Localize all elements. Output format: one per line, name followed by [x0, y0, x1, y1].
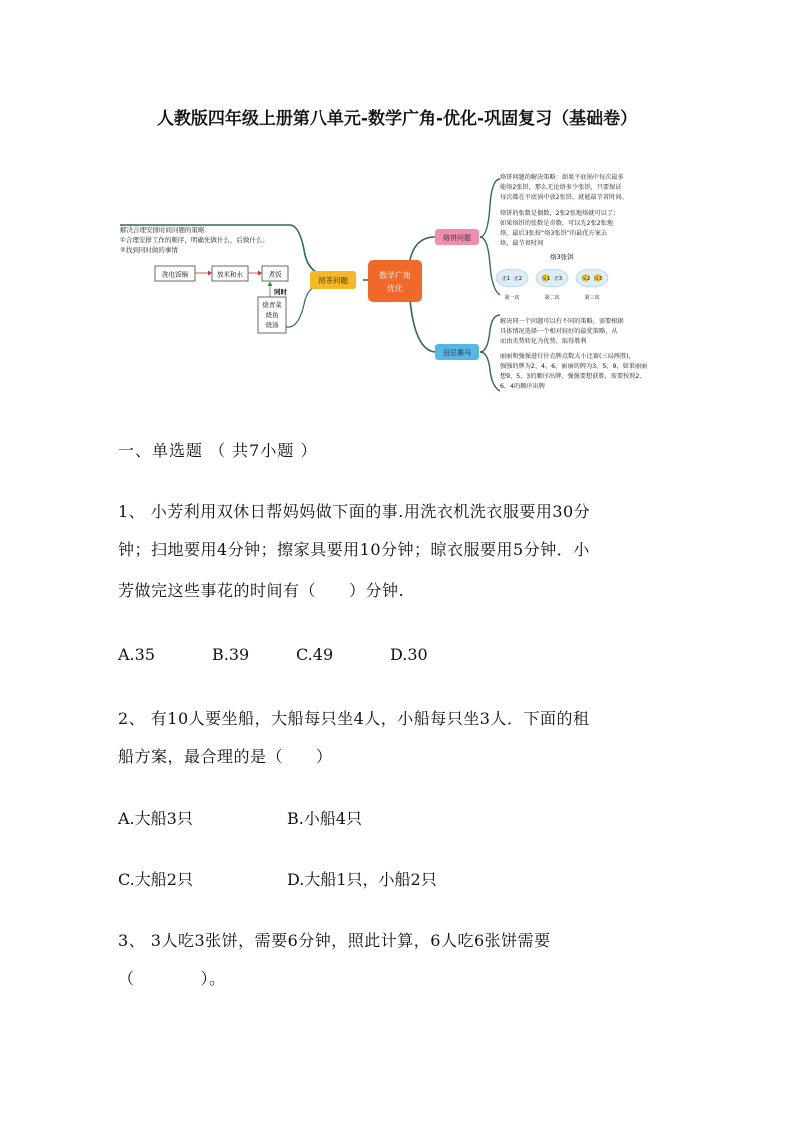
parallel-task-3: 烧汤 — [265, 321, 279, 329]
question-3-line-2: （ ）。 — [118, 969, 226, 988]
simultaneous-label: 同时 — [274, 288, 287, 296]
step-1-label: 洗电饭锅 — [162, 270, 188, 279]
round-3-face-1: 反2 — [581, 276, 591, 282]
page-title: 人教版四年级上册第八单元-数学广角-优化-巩固复习（基础卷） — [156, 109, 638, 129]
bottom-note1-line-2: 具体情况选择一个相对较好的最优策略，从 — [500, 328, 618, 335]
question-1-line-3: 芳做完这些事花的时间有（ ）分钟. — [118, 581, 405, 600]
round-1-label: 第一次 — [504, 295, 520, 301]
round-2 — [536, 269, 568, 301]
left-strategy-line-3: ②找到同时做的事情 — [120, 246, 178, 254]
top-note2-line-3: 烙，最后3张按“烙3张饼”的最优方案去 — [500, 230, 608, 237]
left-branch-label: 沏茶问题 — [318, 276, 348, 285]
left-strategy-line-2: ①合理安排工作的顺序，明确先做什么，后做什么； — [120, 236, 269, 244]
top-branch-label: 烙饼问题 — [443, 234, 471, 242]
step-3-label: 煮饭 — [268, 270, 282, 279]
step-2-label: 放米和水 — [217, 270, 243, 279]
top-note1-line-1: 烙饼问题的解决策略：如果平底锅中每次最多 — [500, 174, 624, 181]
bottom-note1-line-3: 而由劣势转化为优势，取得胜利 — [500, 338, 587, 345]
round-1-face-1: 正1 — [501, 276, 511, 282]
pancake-diagram-title: 烙3张饼 — [550, 253, 574, 261]
top-note1-line-2: 能烙2张饼，那么无论烙多少张饼，只要保证 — [500, 184, 622, 191]
top-note2-line-1: 烙饼的张数是偶数，2张2张地烙就可以了； — [500, 210, 620, 217]
question-2-option-a[interactable]: A.大船3只 — [118, 809, 193, 828]
bottom-note2-line-1: 丽丽和强强进行扑克牌点数大小比赛(三局两胜)， — [500, 353, 635, 360]
round-1 — [496, 269, 528, 301]
round-3 — [576, 269, 608, 301]
parallel-task-1: 烧青菜 — [262, 301, 282, 309]
question-2-option-d[interactable]: D.大船1只，小船2只 — [287, 870, 437, 889]
bottom-note1-line-1: 解决同一个问题可以有不同的策略，需要根据 — [500, 318, 624, 325]
question-2-line-2: 船方案，最合理的是（ ） — [118, 747, 333, 766]
round-1-face-2: 正2 — [513, 276, 523, 282]
question-1-option-d[interactable]: D.30 — [390, 645, 428, 664]
question-1-line-2: 钟；扫地要用4分钟；擦家具要用10分钟；晾衣服要用5分钟．小 — [118, 540, 590, 559]
parallel-task-2: 烧鱼 — [265, 311, 279, 319]
round-2-face-1: 反1 — [541, 276, 551, 282]
section-heading: 一、单选题 （ 共7小题 ） — [118, 441, 318, 460]
top-note2-line-2: 如果烙饼的张数是奇数，可以先2张2张地 — [500, 220, 614, 227]
bottom-note2-line-2: 强强的牌为2、4、6，丽丽的牌为3、5、9，如果丽丽 — [500, 363, 648, 370]
top-note2-line-4: 烙，最节省时间 — [500, 240, 544, 247]
bottom-note2-line-3: 想9、5、3的顺序出牌，强强要想获胜，需要按照2、 — [500, 373, 646, 380]
question-2-option-b[interactable]: B.小船4只 — [287, 809, 363, 828]
question-1-option-a[interactable]: A.35 — [118, 645, 155, 664]
left-strategy-line-1: 解决合理安排时间问题的策略： — [120, 226, 211, 234]
bottom-branch-label: 田忌赛马 — [443, 349, 471, 357]
round-3-label: 第三次 — [584, 295, 600, 301]
question-2-line-1: 2、 有10人要坐船，大船每只坐4人，小船每只坐3人．下面的租 — [118, 709, 590, 728]
mind-map — [110, 165, 670, 395]
top-note1-line-3: 每次都在平底锅中放2张饼，就能最节省时间。 — [500, 194, 628, 201]
bottom-note2-line-4: 6、4的顺序出牌 — [500, 383, 545, 390]
center-label-line1: 数学广角 — [379, 271, 411, 280]
question-1-option-b[interactable]: B.39 — [212, 645, 250, 664]
question-1-line-1: 1、 小芳利用双休日帮妈妈做下面的事.用洗衣机洗衣服要用30分 — [118, 502, 591, 521]
question-3-line-1: 3、 3人吃3张饼，需要6分钟，照此计算，6人吃6张饼需要 — [118, 931, 551, 950]
round-3-face-2: 反3 — [593, 276, 603, 282]
center-node — [368, 260, 422, 302]
round-2-label: 第二次 — [544, 295, 560, 301]
center-label-line2: 优化 — [387, 284, 403, 293]
question-2-option-c[interactable]: C.大船2只 — [118, 870, 193, 889]
round-2-face-2: 正3 — [553, 276, 563, 282]
question-1-option-c[interactable]: C.49 — [296, 645, 334, 664]
